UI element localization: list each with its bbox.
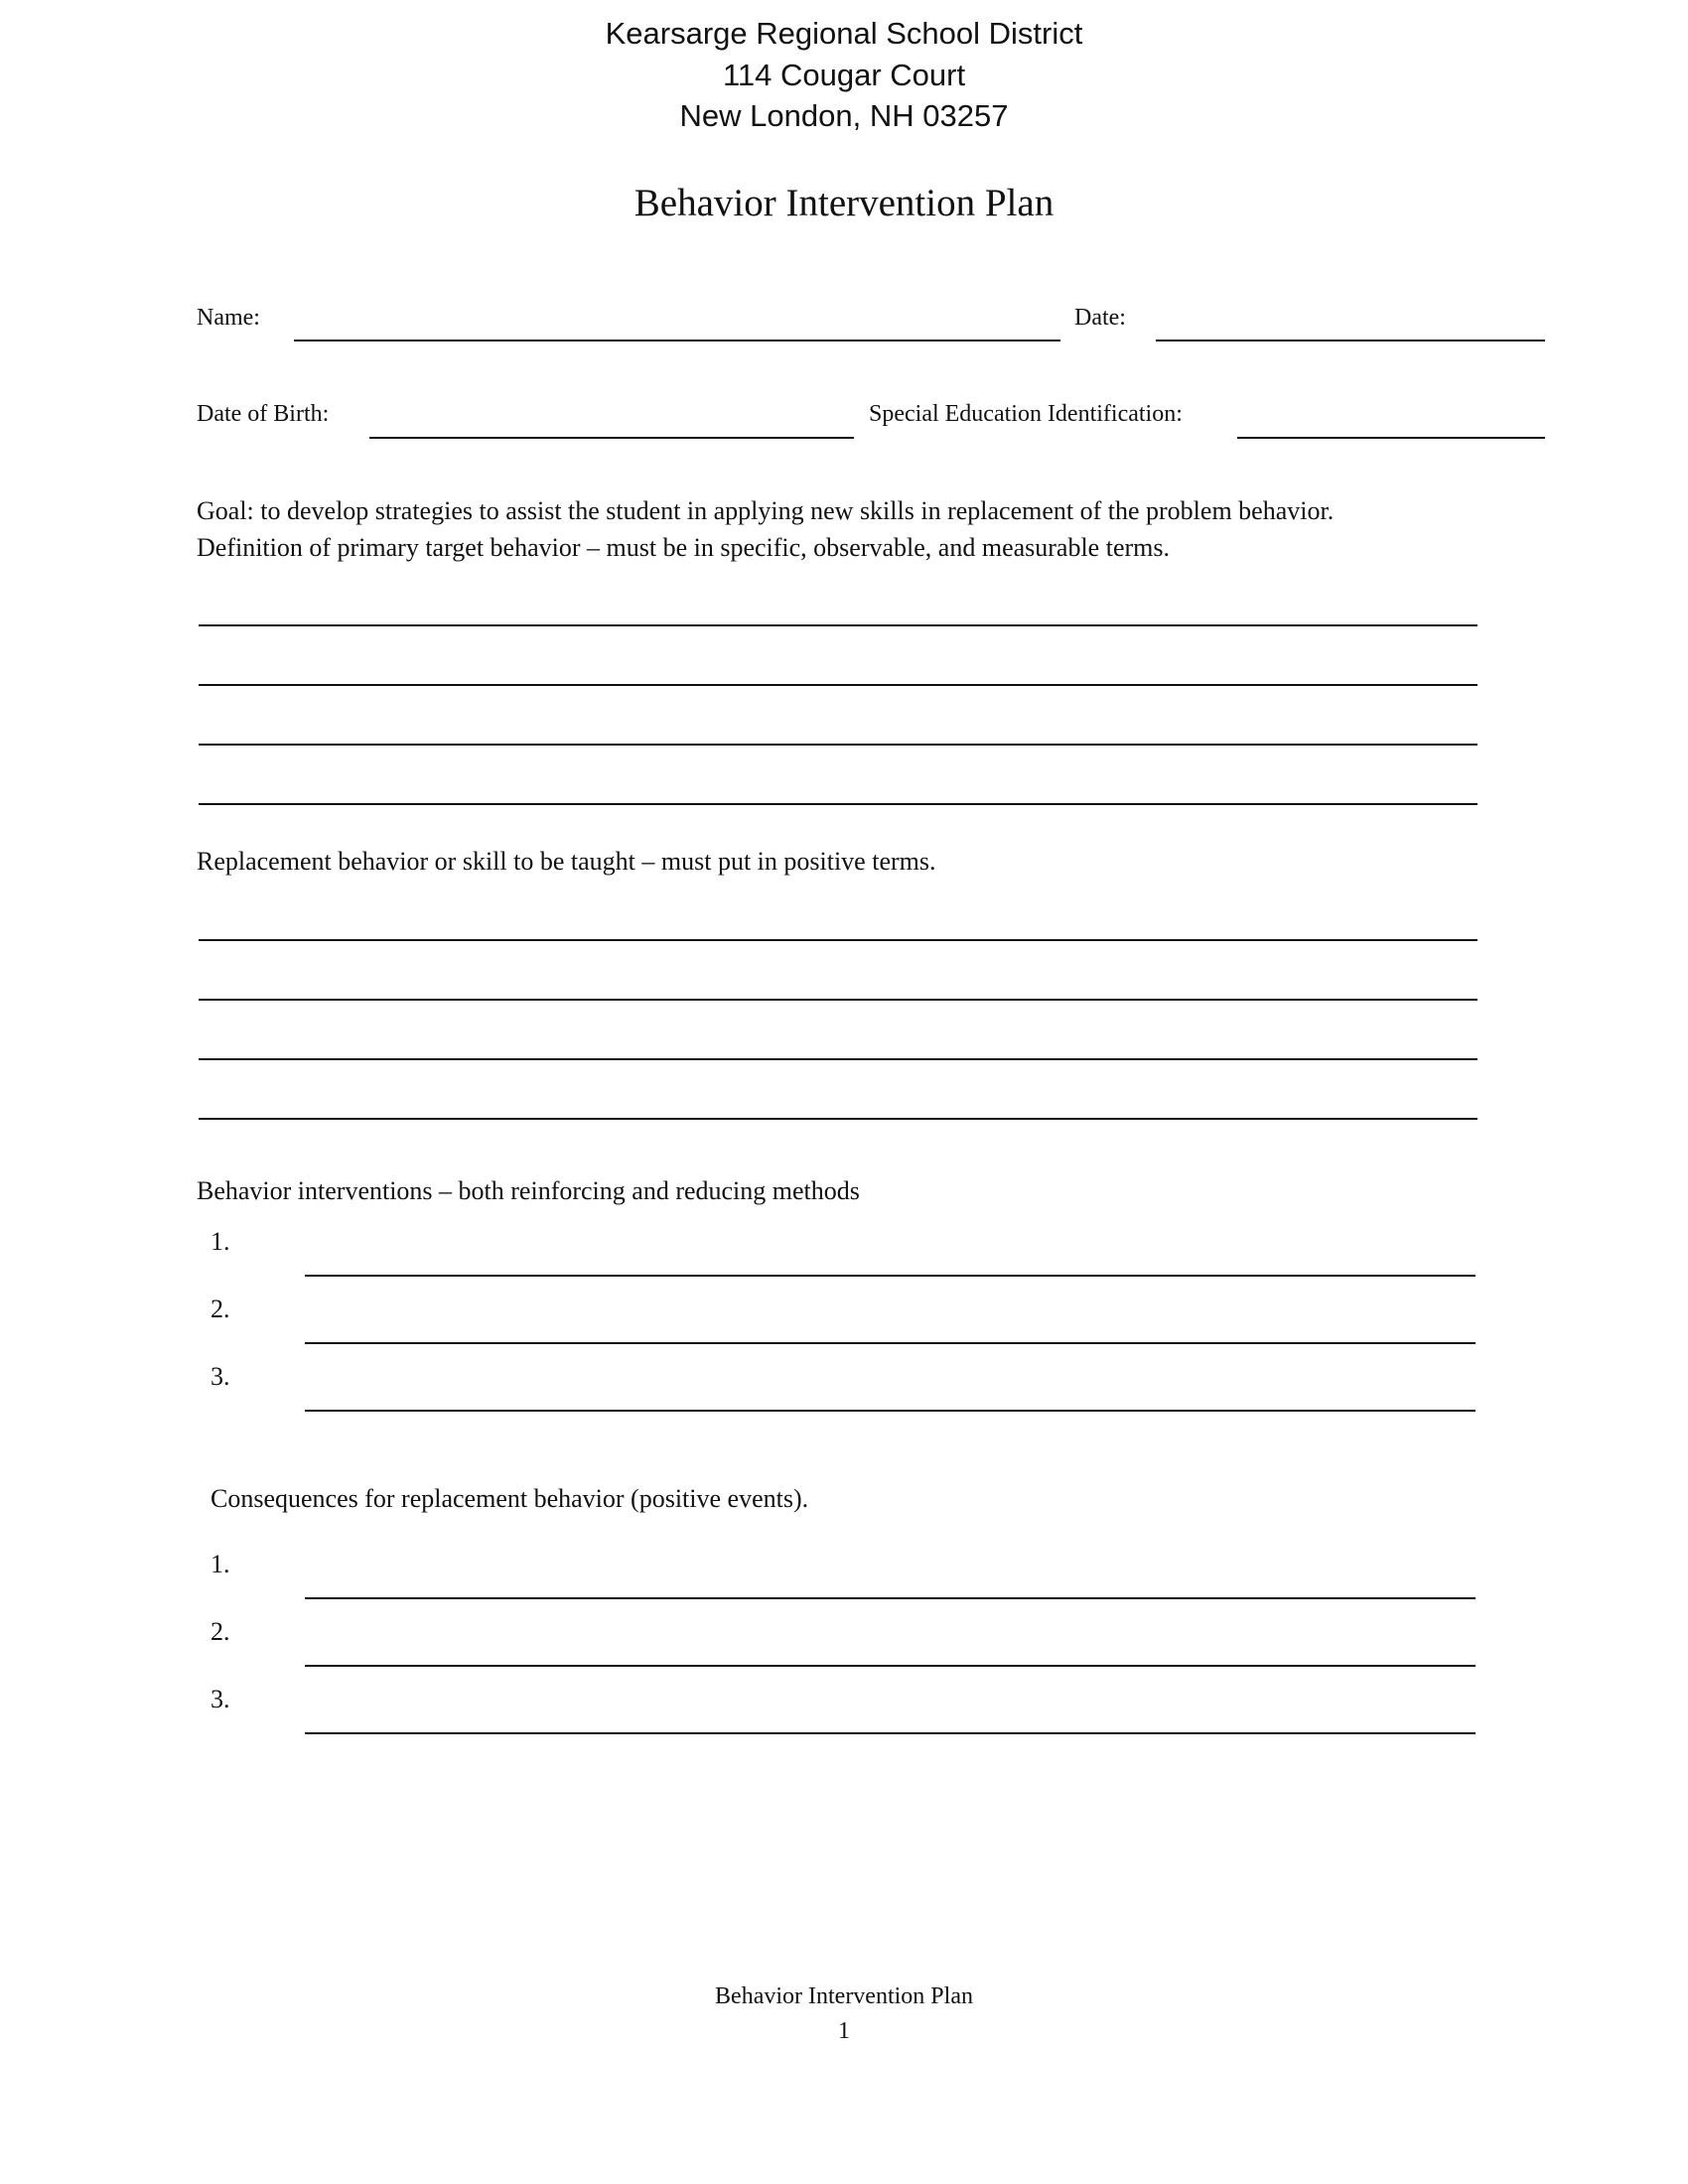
district-street: 114 Cougar Court: [722, 58, 966, 92]
sped-label: Special Education Identification:: [869, 401, 1183, 427]
name-field[interactable]: [294, 340, 1060, 341]
target-behavior-line-1[interactable]: [199, 624, 1477, 626]
replacement-line-1[interactable]: [199, 939, 1477, 941]
consequence-number-2: 2.: [211, 1617, 230, 1646]
consequence-number-1: 1.: [211, 1550, 230, 1578]
replacement-heading: Replacement behavior or skill to be taught – must put in positive terms.: [197, 847, 936, 876]
intervention-line-2[interactable]: [305, 1342, 1476, 1344]
target-behavior-definition: Definition of primary target behavior – must be in specific, observable, and measurable terms.: [197, 533, 1170, 562]
replacement-line-4[interactable]: [199, 1118, 1477, 1120]
target-behavior-line-3[interactable]: [199, 744, 1477, 746]
consequence-number-3: 3.: [211, 1685, 230, 1713]
date-label: Date:: [1074, 305, 1126, 331]
replacement-line-2[interactable]: [199, 999, 1477, 1001]
consequence-line-3[interactable]: [305, 1732, 1476, 1734]
district-city: New London, NH 03257: [679, 98, 1009, 133]
intervention-number-2: 2.: [211, 1295, 230, 1323]
page-number: 1: [838, 2018, 850, 2044]
intervention-number-1: 1.: [211, 1227, 230, 1256]
replacement-line-3[interactable]: [199, 1058, 1477, 1060]
target-behavior-line-4[interactable]: [199, 803, 1477, 805]
district-name: Kearsarge Regional School District: [605, 16, 1083, 51]
goal-text: Goal: to develop strategies to assist the student in applying new skills in replacement of the problem behavior.: [197, 496, 1335, 525]
target-behavior-line-2[interactable]: [199, 684, 1477, 686]
footer-title: Behavior Intervention Plan: [715, 1983, 973, 2009]
document-title: Behavior Intervention Plan: [633, 182, 1055, 224]
consequence-line-1[interactable]: [305, 1597, 1476, 1599]
interventions-heading: Behavior interventions – both reinforcing and reducing methods: [197, 1176, 860, 1205]
intervention-line-1[interactable]: [305, 1275, 1476, 1277]
consequences-heading: Consequences for replacement behavior (positive events).: [211, 1484, 809, 1513]
consequence-line-2[interactable]: [305, 1665, 1476, 1667]
dob-label: Date of Birth:: [197, 401, 330, 427]
intervention-line-3[interactable]: [305, 1410, 1476, 1412]
dob-field[interactable]: [369, 437, 854, 439]
intervention-number-3: 3.: [211, 1362, 230, 1391]
sped-field[interactable]: [1237, 437, 1545, 439]
date-field[interactable]: [1156, 340, 1545, 341]
name-label: Name:: [197, 305, 260, 331]
